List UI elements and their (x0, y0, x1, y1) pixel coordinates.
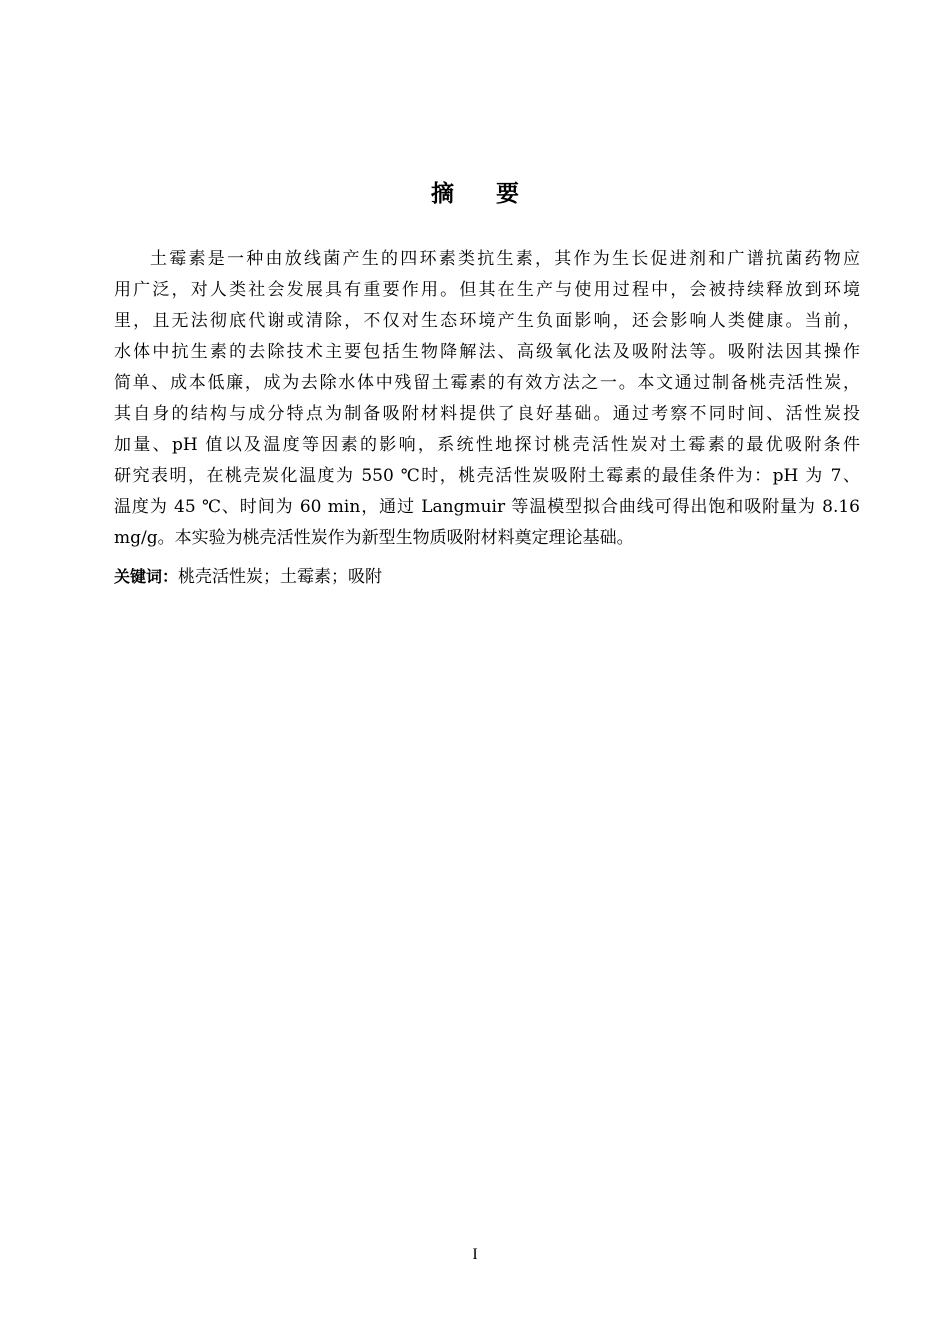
abstract-line: 用广泛，对人类社会发展具有重要作用。但其在生产与使用过程中，会被持续释放到环境 (114, 280, 860, 300)
keywords-text: 桃壳活性炭；土霉素；吸附 (178, 567, 383, 587)
abstract-line: 加量、pH 值以及温度等因素的影响，系统性地探讨桃壳活性炭对土霉素的最优吸附条件 (114, 435, 860, 455)
page-number: I (472, 1246, 478, 1263)
abstract-line: 温度为 45 ℃、时间为 60 min，通过 Langmuir 等温模型拟合曲线可得出饱和吸附量为 8.16 (114, 497, 860, 517)
abstract-title (0, 178, 950, 210)
abstract-line: 水体中抗生素的去除技术主要包括生物降解法、高级氧化法及吸附法等。吸附法因其操作 (114, 342, 860, 362)
abstract-line: 简单、成本低廉，成为去除水体中残留土霉素的有效方法之一。本文通过制备桃壳活性炭， (114, 373, 860, 393)
keywords-line (114, 563, 860, 591)
abstract-title-char-2: 要 (496, 181, 519, 207)
abstract-line: 土霉素是一种由放线菌产生的四环素类抗生素，其作为生长促进剂和广谱抗菌药物应 (150, 249, 860, 269)
abstract-line: 研究表明，在桃壳炭化温度为 550 ℃时，桃壳活性炭吸附土霉素的最佳条件为：pH 为 7、 (114, 466, 860, 486)
abstract-line: 里，且无法彻底代谢或清除，不仅对生态环境产生负面影响，还会影响人类健康。当前， (114, 311, 860, 331)
abstract-line: mg/g。本实验为桃壳活性炭作为新型生物质吸附材料奠定理论基础。 (114, 528, 634, 548)
keywords-label: 关键词： (114, 567, 179, 586)
abstract-title-char-1: 摘 (431, 181, 454, 207)
abstract-body (114, 245, 860, 555)
abstract-line: 其自身的结构与成分特点为制备吸附材料提供了良好基础。通过考察不同时间、活性炭投 (114, 404, 860, 424)
